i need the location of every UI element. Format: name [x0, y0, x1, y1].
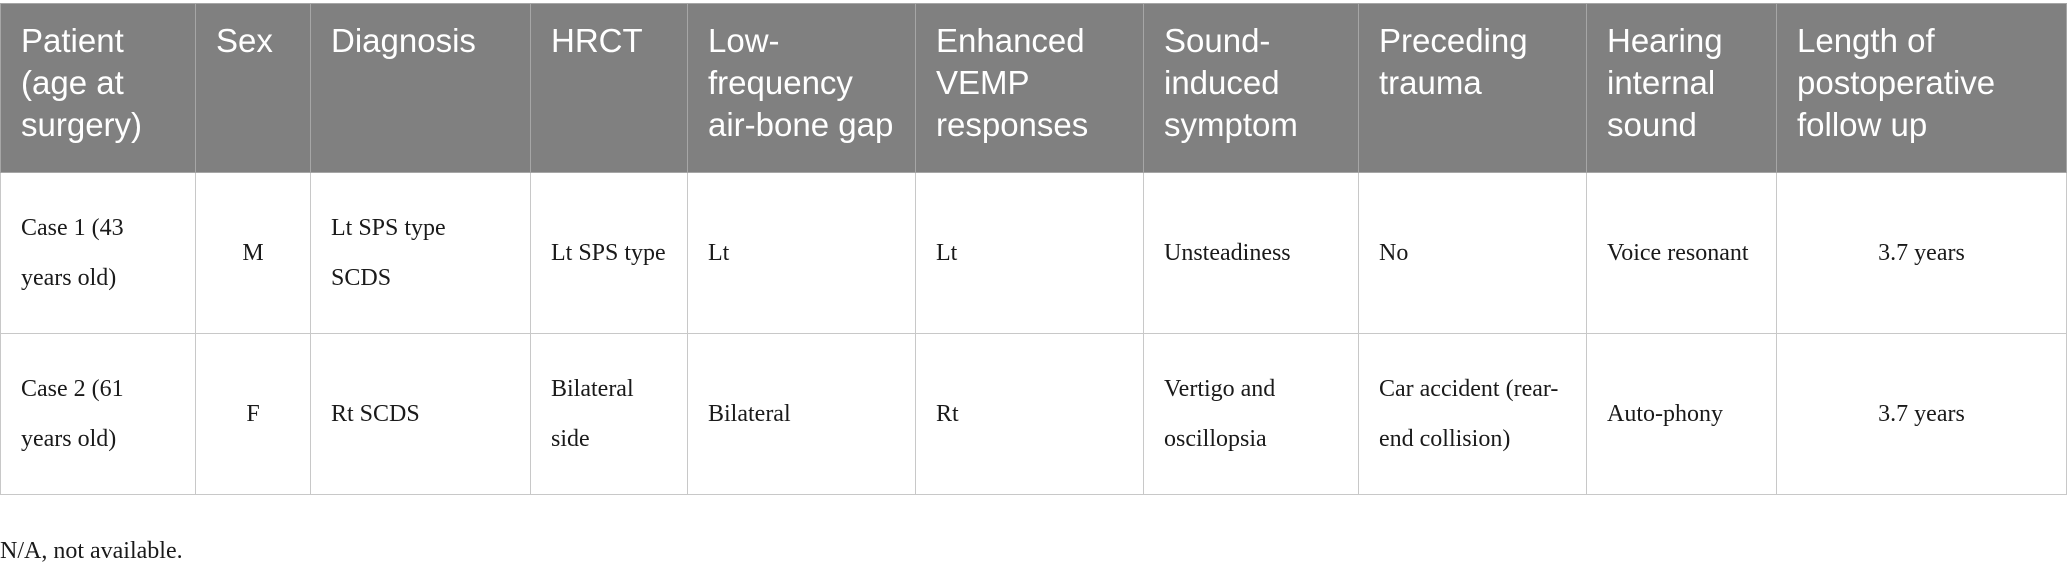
cell-vemp: Rt [916, 334, 1144, 495]
header-row [1, 4, 2067, 173]
cell-sex: M [196, 173, 311, 334]
header-internal-sound: Hearing internal sound [1587, 4, 1777, 173]
patient-table [0, 3, 2067, 495]
cell-air-bone-gap: Lt [688, 173, 916, 334]
table-row [1, 173, 2067, 334]
header-patient: Patient (age at surgery) [1, 4, 196, 173]
header-hrct: HRCT [531, 4, 688, 173]
header-symptom: Sound-induced symptom [1144, 4, 1359, 173]
cell-internal-sound: Voice resonant [1587, 173, 1777, 334]
header-trauma: Preceding trauma [1359, 4, 1587, 173]
cell-trauma: No [1359, 173, 1587, 334]
header-vemp: Enhanced VEMP responses [916, 4, 1144, 173]
header-air-bone-gap: Low-frequency air-bone gap [688, 4, 916, 173]
cell-internal-sound: Auto-phony [1587, 334, 1777, 495]
cell-hrct: Lt SPS type [531, 173, 688, 334]
cell-symptom: Vertigo and oscillopsia [1144, 334, 1359, 495]
cell-patient: Case 1 (43 years old) [1, 173, 196, 334]
table-row [1, 334, 2067, 495]
header-sex: Sex [196, 4, 311, 173]
cell-patient: Case 2 (61 years old) [1, 334, 196, 495]
header-diagnosis: Diagnosis [311, 4, 531, 173]
cell-diagnosis: Rt SCDS [311, 334, 531, 495]
header-follow-up: Length of postoperative follow up [1777, 4, 2067, 173]
table-footnote: N/A, not available. [0, 538, 183, 564]
cell-diagnosis: Lt SPS type SCDS [311, 173, 531, 334]
cell-trauma: Car accident (rear-end collision) [1359, 334, 1587, 495]
cell-follow-up: 3.7 years [1777, 334, 2067, 495]
cell-sex: F [196, 334, 311, 495]
table-body [1, 173, 2067, 495]
cell-follow-up: 3.7 years [1777, 173, 2067, 334]
cell-symptom: Unsteadiness [1144, 173, 1359, 334]
cell-hrct: Bilateral side [531, 334, 688, 495]
cell-vemp: Lt [916, 173, 1144, 334]
cell-air-bone-gap: Bilateral [688, 334, 916, 495]
table-header [1, 4, 2067, 173]
